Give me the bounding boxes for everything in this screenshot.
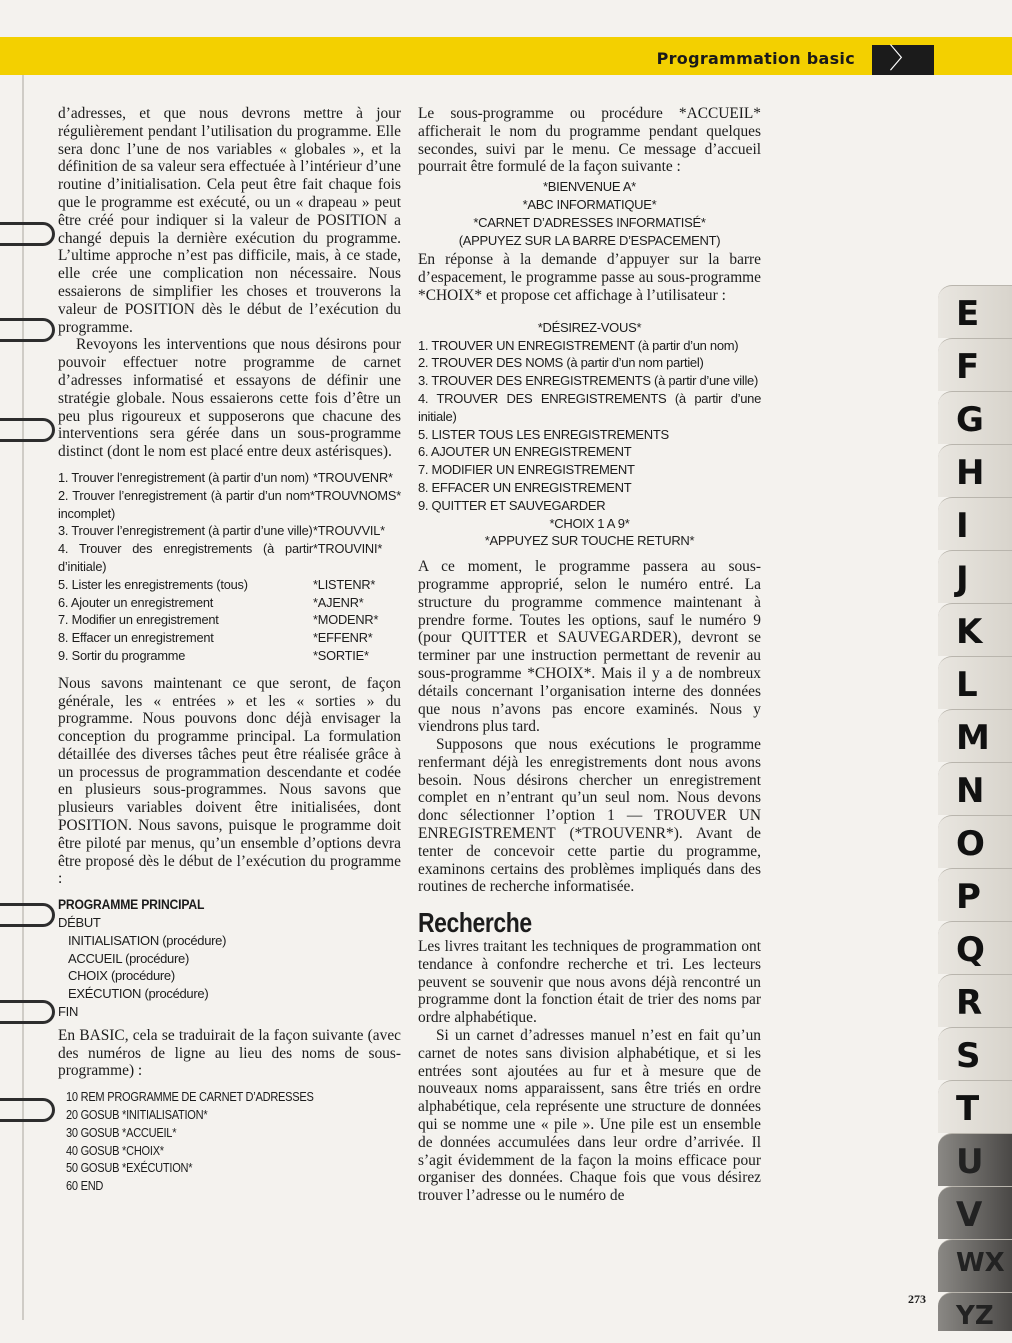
program-line: DÉBUT — [58, 915, 101, 931]
tab-h[interactable]: H — [938, 444, 1012, 497]
section-title: Programmation basic — [656, 49, 855, 68]
tab-t[interactable]: T — [938, 1080, 1012, 1133]
program-line: CHOIX (procédure) — [68, 968, 175, 984]
binder-ring-icon — [0, 903, 55, 927]
paragraph: d’adresses, et que nous devrons mettre à jour régulièrement pendant l’utilisation du programme. Elle sera donc l’une de nos variables « globales », et la définition de sa valeur sera effectuée à l’intérieur d’une routine d’initialisation. Cela peut être fait chaque fois que le programme est exécuté, ou un « drapeau » peut être créé pour indiquer si la valeur de POSITION a changé depuis la dernière exécution du programme. L’ultime approche n’est pas difficile, mais, à ce stade, elle crée une complication non nécessaire. Nous essaierons de simplifier les choses et trouverons la valeur de POSITION dès le début de l’exécution du programme. — [58, 105, 401, 336]
menu-item: 2. TROUVER DES NOMS (à partir d’un nom partiel) — [418, 355, 704, 371]
binder-ring-icon — [0, 318, 55, 342]
tab-p[interactable]: P — [938, 868, 1012, 921]
section-heading: Recherche — [418, 907, 532, 939]
menu-return: *APPUYEZ SUR TOUCHE RETURN* — [484, 533, 695, 549]
binder-ring-icon — [0, 418, 55, 442]
program-line: ACCUEIL (procédure) — [68, 950, 189, 966]
section-header-bar — [0, 37, 1012, 75]
paragraph: Supposons que nous exécutions le programme renfermant déjà les enregistrements dont nous avons besoin. Nous désirons chercher un enregistrement complet en n’entrant qu’un seul nom. Nous devons donc sélectionner l’option 1 — TROUVER UN ENREGISTREMENT (*TROUVENR*). Avant de tenter de concevoir cette partie du programme, examinons certains des problèmes impliqués dans des routines de recherche informatisée. — [418, 736, 761, 896]
menu-item: 6. AJOUTER UN ENREGISTREMENT — [418, 444, 632, 460]
program-heading: PROGRAMME PRINCIPAL — [58, 897, 205, 913]
binder-ring-icon — [0, 1098, 55, 1122]
menu-item: 7. MODIFIER UN ENREGISTREMENT — [418, 462, 635, 478]
right-column — [418, 105, 761, 1205]
menu-title: *DÉSIREZ-VOUS* — [537, 319, 642, 335]
menu-item: 5. LISTER TOUS LES ENREGISTREMENTS — [418, 426, 669, 442]
tab-k[interactable]: K — [938, 603, 1012, 656]
paragraph: Les livres traitant les techniques de programmation ont tendance à confondre recherche et tri. Les lecteurs peuvent se souvenir que nous avons déjà rencontré un programme dont la fonction était de trier des noms par ordre alphabétique. — [418, 938, 761, 1027]
paragraph: Si un carnet d’adresses manuel n’est en fait qu’un carnet de notes sans division alphabétique, et si les entrées sont ajoutées au fur et à mesure que de nouveaux noms apparaissent, sans être triés en ordre alphabétique, cela représente une structure de données qui se nomme une « pile ». Une pile est un ensemble de données accumulées dans leur ordre d’arrivée. Il s’agit évidemment de la façon la moins efficace pour organiser des données. Chaque fois que vous désirez trouver l’adresse ou le numéro de — [418, 1027, 761, 1205]
tab-r[interactable]: R — [938, 974, 1012, 1027]
option-row: 8. Effacer un enregistrement *EFFENR* — [58, 630, 373, 646]
code-line: 60 END — [66, 1178, 104, 1194]
code-line: 40 GOSUB *CHOIX* — [66, 1142, 164, 1158]
code-line: 10 REM PROGRAMME DE CARNET D’ADRESSES — [66, 1089, 314, 1105]
option-row: 6. Ajouter un enregistrement *AJENR* — [58, 594, 364, 610]
option-row: 9. Sortir du programme *SORTIE* — [58, 647, 369, 663]
tab-f[interactable]: F — [938, 338, 1012, 391]
paragraph: En BASIC, cela se traduirait de la façon suivante (avec des numéros de ligne au lieu des noms de sous-programme) : — [58, 1026, 401, 1080]
tab-wx[interactable]: WX — [938, 1239, 1012, 1292]
menu-choice: *CHOIX 1 A 9* — [549, 515, 630, 531]
tab-s[interactable]: S — [938, 1027, 1012, 1080]
menu-item: 4. TROUVER DES ENREGISTREMENTS (à partir d’une initiale) — [418, 390, 761, 424]
tab-l[interactable]: L — [938, 656, 1012, 709]
menu-item: 8. EFFACER UN ENREGISTREMENT — [418, 479, 632, 495]
left-column — [58, 105, 401, 1195]
tab-n[interactable]: N — [938, 762, 1012, 815]
paragraph: En réponse à la demande d’appuyer sur la barre d’espacement, le programme passe au sous-programme *CHOIX* et propose cet affichage à l’utilisateur : — [418, 251, 761, 304]
option-row: 1. Trouver l’enregistrement (à partir d’un nom) *TROUVENR* — [58, 469, 393, 485]
paragraph: Nous savons maintenant ce que seront, de façon générale, les « entrées » et les « sorties » du programme. Nous pouvons donc déjà envisager la conception du programme principal. La formulation détaillée des diverses tâches peut être réalisée grâce à un processus de programmation descendante et codée en plusieurs sous-programmes. Nous savons que plusieurs variables doivent être initialisées, dont POSITION. Nous savons, puisque le programme doit être piloté par menus, qu’un ensemble d’options devra être proposé dès le début de l’exécution du programme : — [58, 674, 401, 888]
option-row: 3. Trouver l’enregistrement (à partir d’une ville) *TROUVVIL* — [58, 523, 385, 539]
page-number: 273 — [908, 1292, 926, 1306]
tab-i[interactable]: I — [938, 497, 1012, 550]
tab-o[interactable]: O — [938, 815, 1012, 868]
menu-item: 1. TROUVER UN ENREGISTREMENT (à partir d’un nom) — [418, 337, 739, 353]
option-row: 7. Modifier un enregistrement *MODENR* — [58, 612, 379, 628]
index-tabs — [938, 285, 1012, 1331]
tab-u[interactable]: U — [938, 1133, 1012, 1186]
paragraph: A ce moment, le programme passera au sous-programme approprié, selon le numéro entré. La structure du programme commence maintenant à prendre forme. Toutes les options, sauf le numéro 9 (pour QUITTER et SAUVEGARDER), devront se terminer par une instruction permettant de revenir au sous-programme *CHOIX*. Mais il y a de nombreux détails concernant l’organisation interne des données que nous n’avons pas encore examinés. Nous y viendrons plus tard. — [418, 558, 761, 736]
options-table — [58, 469, 401, 665]
option-row: 5. Lister les enregistrements (tous) *LISTENR* — [58, 576, 376, 592]
tab-v[interactable]: V — [938, 1186, 1012, 1239]
program-line: EXÉCUTION (procédure) — [68, 986, 209, 1002]
tab-yz[interactable]: YZ — [938, 1292, 1012, 1331]
menu-item: 9. QUITTER ET SAUVEGARDER — [418, 497, 606, 513]
option-row: 4. Trouver des enregistrements (à partir d’initiale) *TROUVINI* — [58, 541, 383, 574]
code-line: 20 GOSUB *INITIALISATION* — [66, 1107, 208, 1123]
tab-j[interactable]: J — [938, 550, 1012, 603]
binder-edge — [22, 75, 24, 1320]
menu-display — [418, 319, 761, 550]
binder-ring-icon — [0, 222, 55, 246]
tab-q[interactable]: Q — [938, 921, 1012, 974]
code-line: 50 GOSUB *EXÉCUTION* — [66, 1160, 193, 1176]
tab-m[interactable]: M — [938, 709, 1012, 762]
menu-item: 3. TROUVER DES ENREGISTREMENTS (à partir d’une ville) — [418, 373, 759, 389]
tab-e[interactable]: E — [938, 285, 1012, 338]
option-row: 2. Trouver l’enregistrement (à partir d’un nom incomplet) *TROUVNOMS* — [58, 487, 401, 521]
basic-code-block — [58, 1088, 401, 1195]
program-line: FIN — [58, 1004, 79, 1020]
code-line: 30 GOSUB *ACCUEIL* — [66, 1124, 177, 1140]
paragraph: Le sous-programme ou procédure *ACCUEIL* afficherait le nom du programme pendant quelques secondes, suivi par le menu. Ce message d’accueil pourrait être formulé de la façon suivante : — [418, 105, 761, 176]
binder-ring-icon — [0, 1000, 55, 1024]
next-arrow-icon[interactable]: 〉 — [872, 45, 934, 75]
welcome-message: *BIENVENUE A* *ABC INFORMATIQUE* *CARNET D’ADRESSES INFORMATISÉ* (APPUYEZ SUR LA BARRE D’ESPACEMENT) — [458, 179, 721, 248]
paragraph: Revoyons les interventions que nous désirons pour pouvoir effectuer notre programme de carnet d’adresses informatisé et essayons de définir une stratégie globale. Nous essaierons cette fois d’être un peu plus rigoureux et supposerons que chacune des interventions sera gérée dans un sous-programme distinct (dont le nom est placé entre deux astérisques). — [58, 336, 401, 461]
tab-g[interactable]: G — [938, 391, 1012, 444]
program-line: INITIALISATION (procédure) — [68, 932, 227, 948]
